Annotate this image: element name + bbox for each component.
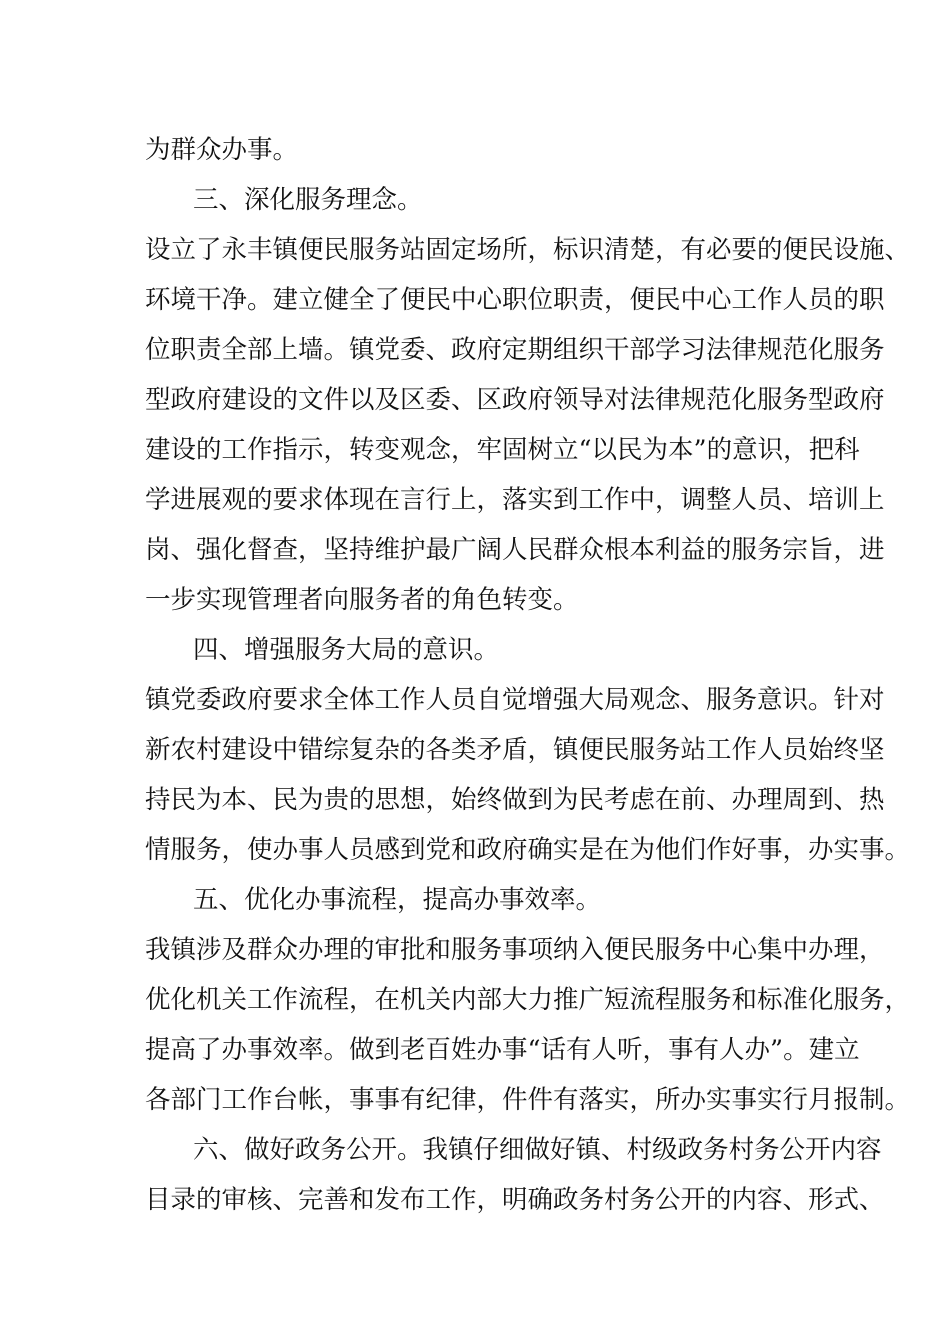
body-line: 新农村建设中错综复杂的各类矛盾，镇便民服务站工作人员始终坚	[145, 735, 885, 765]
body-line: 各部门工作台帐，事事有纪律，件件有落实，所办实事实行月报制。	[145, 1085, 911, 1115]
body-line: 情服务，使办事人员感到党和政府确实是在为他们作好事，办实事。	[145, 835, 911, 865]
body-line: 型政府建设的文件以及区委、区政府领导对法律规范化服务型政府	[145, 385, 885, 415]
body-line: 镇党委政府要求全体工作人员自觉增强大局观念、服务意识。针对	[145, 685, 885, 715]
body-line: 提高了办事效率。做到老百姓办事“话有人听，事有人办”。建立	[145, 1035, 860, 1065]
section-heading-4: 四、增强服务大局的意识。	[193, 635, 500, 665]
section-heading-3: 三、深化服务理念。	[193, 185, 423, 215]
body-line: 一步实现管理者向服务者的角色转变。	[145, 585, 579, 615]
body-line: 环境干净。建立健全了便民中心职位职责，便民中心工作人员的职	[145, 285, 885, 315]
body-line: 设立了永丰镇便民服务站固定场所，标识清楚，有必要的便民设施、	[145, 235, 911, 265]
body-line: 岗、强化督查，坚持维护最广阔人民群众根本利益的服务宗旨，进	[145, 535, 885, 565]
section-heading-5: 五、优化办事流程，提高办事效率。	[193, 885, 602, 915]
body-line: 学进展观的要求体现在言行上，落实到工作中，调整人员、培训上	[145, 485, 885, 515]
body-line: 我镇涉及群众办理的审批和服务事项纳入便民服务中心集中办理，	[145, 935, 885, 965]
body-line: 优化机关工作流程，在机关内部大力推广短流程服务和标准化服务，	[145, 985, 911, 1015]
body-line: 为群众办事。	[145, 135, 299, 165]
body-line: 持民为本、民为贵的思想，始终做到为民考虑在前、办理周到、热	[145, 785, 885, 815]
body-line: 目录的审核、完善和发布工作，明确政务村务公开的内容、形式、	[145, 1185, 885, 1215]
body-line: 位职责全部上墙。镇党委、政府定期组织干部学习法律规范化服务	[145, 335, 885, 365]
section-heading-6: 六、做好政务公开。我镇仔细做好镇、村级政务村务公开内容	[193, 1135, 882, 1165]
body-line: 建设的工作指示，转变观念，牢固树立“以民为本”的意识，把科	[145, 435, 860, 465]
